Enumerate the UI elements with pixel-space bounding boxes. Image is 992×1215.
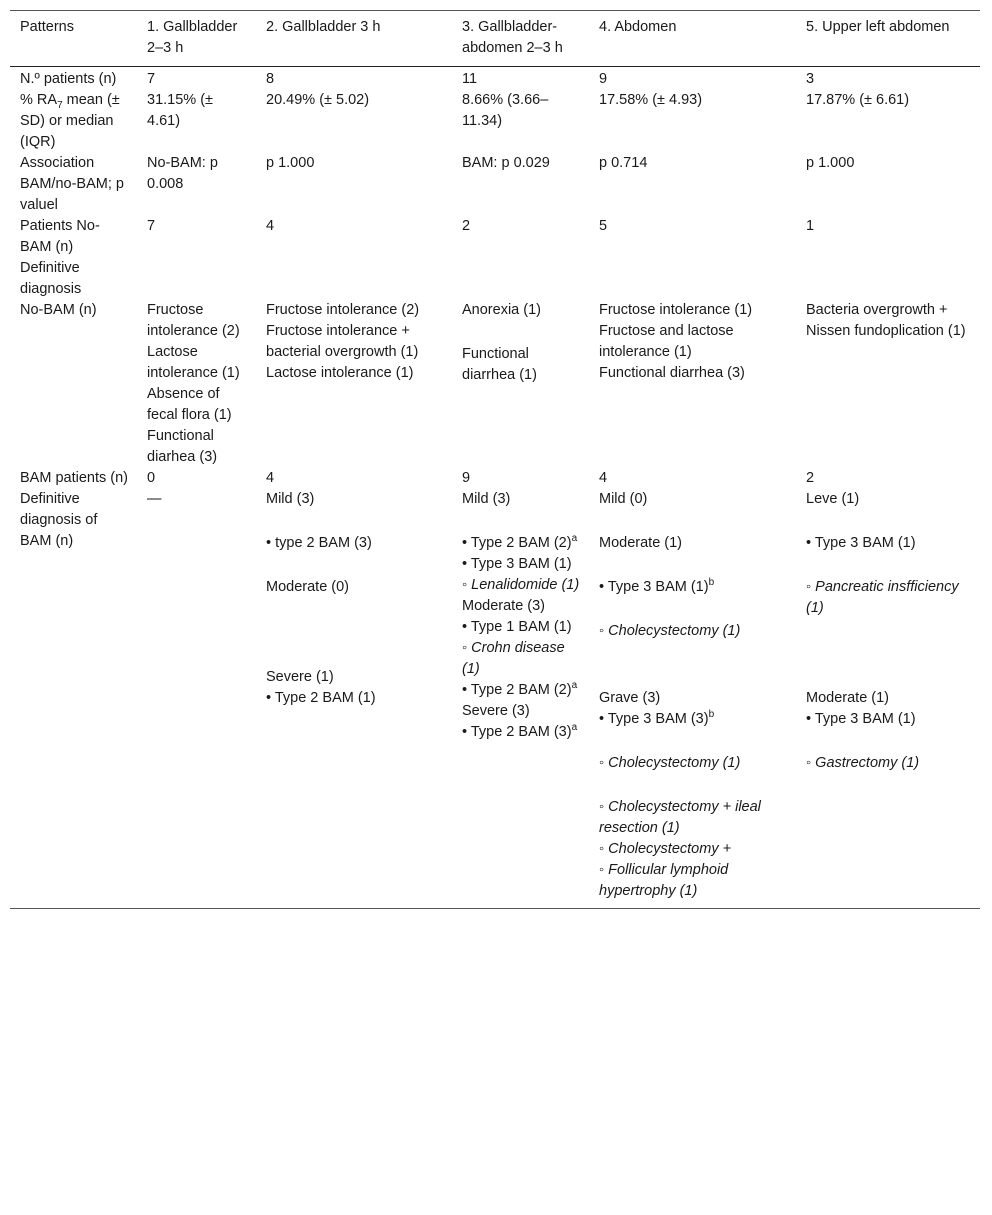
table-cell: No-BAM: p 0.008 — [147, 155, 218, 192]
diagnosis-item: Anorexia (1) — [462, 302, 541, 318]
table-cell: p 0.714 — [599, 155, 648, 171]
diagnosis-item: Fructose intolerance (2) — [266, 302, 420, 318]
bam-type-item — [462, 722, 581, 743]
bam-type-item: • Type 3 BAM (1) — [806, 535, 916, 551]
header-pattern-3: 3. Gallbladder-abdomen 2–3 h — [462, 19, 563, 56]
table-cell — [452, 300, 589, 468]
table-header-row — [10, 11, 980, 67]
table-row-nobam-patients — [10, 216, 980, 300]
table-cell: p 1.000 — [806, 155, 855, 171]
severity-label: Moderate (3) — [462, 598, 546, 614]
spacer — [599, 730, 788, 753]
bam-type-item — [599, 577, 788, 598]
table-cell: p 1.000 — [266, 155, 315, 171]
table-row-patients — [10, 67, 980, 91]
table-cell — [137, 300, 256, 468]
diagnosis-item: Fructose intolerance (1) — [599, 302, 753, 318]
severity-label: Severe (3) — [462, 703, 530, 719]
bam-type-text: • Type 2 BAM (2) — [462, 535, 572, 551]
table-cell — [796, 489, 980, 909]
severity-label: Mild (3) — [462, 491, 511, 507]
severity-label: Grave (3) — [599, 690, 661, 706]
spacer — [266, 510, 444, 533]
row-label: N.º patients (n) — [20, 71, 117, 87]
table-row-association — [10, 153, 980, 216]
cause-item: ◦ Gastrectomy (1) — [806, 755, 920, 771]
header-pattern-5: 5. Upper left abdomen — [806, 19, 950, 35]
table-cell: BAM: p 0.029 — [462, 155, 550, 171]
spacer — [266, 644, 444, 667]
table-row-nobam-diagnosis — [10, 300, 980, 468]
table-cell — [589, 489, 796, 909]
severity-label: Leve (1) — [806, 491, 860, 507]
table-cell: 8.66% (3.66–11.34) — [462, 92, 549, 129]
table-row-ra7 — [10, 90, 980, 153]
severity-label: Severe (1) — [266, 669, 334, 685]
header-pattern-2: 2. Gallbladder 3 h — [266, 19, 381, 35]
spacer — [266, 598, 444, 621]
spacer — [599, 774, 788, 797]
bam-type-text: • Type 2 BAM (2) — [462, 682, 572, 698]
table-row-bam-patients — [10, 468, 980, 489]
row-label-text: % RA — [20, 92, 58, 108]
diagnosis-item: Lactose intolerance (1) — [266, 365, 414, 381]
cause-item: ◦ Crohn disease (1) — [462, 640, 565, 677]
table-cell: 1 — [806, 218, 815, 234]
diagnosis-item: Fructose and lactose intolerance (1) — [599, 323, 734, 360]
spacer — [806, 642, 972, 665]
severity-label: Moderate (0) — [266, 579, 350, 595]
spacer — [599, 554, 788, 577]
bam-type-item — [599, 709, 788, 730]
row-label — [10, 216, 137, 300]
row-label: BAM patients (n) — [20, 470, 128, 486]
severity-label: Mild (3) — [266, 491, 315, 507]
diagnosis-item: Functional diarrhea (1) — [462, 346, 537, 383]
bam-type-text: • Type 3 BAM (3) — [599, 711, 709, 727]
severity-label: Mild (0) — [599, 491, 648, 507]
table-cell: 17.87% (± 6.61) — [806, 92, 910, 108]
table-cell: 3 — [806, 71, 815, 87]
table-cell: 8 — [266, 71, 275, 87]
spacer — [806, 554, 972, 577]
spacer — [462, 321, 581, 344]
table-cell: 9 — [462, 470, 471, 486]
table-cell: 4 — [266, 218, 275, 234]
table-cell — [796, 300, 980, 468]
spacer — [806, 730, 972, 753]
bam-type-text: • Type 3 BAM (1) — [599, 579, 709, 595]
table-cell: 20.49% (± 5.02) — [266, 92, 370, 108]
footnote-marker: a — [571, 533, 578, 545]
diagnosis-item: Absence of fecal flora (1) — [147, 386, 232, 423]
bam-type-item: • Type 3 BAM (1) — [462, 556, 572, 572]
table-cell: 11 — [462, 71, 478, 87]
table-cell: 17.58% (± 4.93) — [599, 92, 703, 108]
spacer — [599, 665, 788, 688]
row-label: No-BAM (n) — [20, 302, 97, 318]
footnote-marker: b — [708, 709, 715, 721]
spacer — [806, 619, 972, 642]
spacer — [599, 598, 788, 621]
spacer — [806, 665, 972, 688]
results-table-container — [10, 10, 980, 909]
section-label: Definitive diagnosis — [20, 260, 82, 297]
bam-type-item: • Type 3 BAM (1) — [806, 711, 916, 727]
row-label: Association BAM/no-BAM; p valuel — [20, 155, 124, 213]
header-pattern-4: 4. Abdomen — [599, 19, 677, 35]
bam-type-item: • Type 2 BAM (1) — [266, 690, 376, 706]
header-pattern-1: 1. Gallbladder 2–3 h — [147, 19, 238, 56]
table-cell: 4 — [599, 470, 608, 486]
row-label — [10, 90, 137, 153]
table-cell: 31.15% (± 4.61) — [147, 92, 213, 129]
table-cell: 9 — [599, 71, 608, 87]
row-label-subscript: 7 — [57, 99, 63, 111]
spacer — [462, 510, 581, 533]
row-label: Definitive diagnosis of BAM (n) — [20, 491, 98, 549]
footnote-marker: b — [708, 577, 715, 589]
bam-type-item: • Type 1 BAM (1) — [462, 619, 572, 635]
spacer — [266, 621, 444, 644]
table-cell: 0 — [147, 470, 156, 486]
spacer — [599, 510, 788, 533]
table-cell — [452, 489, 589, 909]
diagnosis-item: Functional diarrhea (3) — [599, 365, 745, 381]
footnote-marker: a — [571, 680, 578, 692]
spacer — [266, 554, 444, 577]
table-row-bam-diagnosis — [10, 489, 980, 909]
row-label-text: Patients No-BAM (n) — [20, 218, 100, 255]
row-label-text: mean (± SD) or median (IQR) — [20, 92, 120, 150]
spacer — [599, 642, 788, 665]
diagnosis-item: Functional diarhea (3) — [147, 428, 218, 465]
footnote-marker: a — [571, 722, 578, 734]
cause-item: ◦ Cholecystectomy + — [599, 841, 732, 857]
bam-type-item — [462, 680, 581, 701]
cause-item: ◦ Cholecystectomy + ileal resection (1) — [599, 799, 761, 836]
bam-type-item — [462, 533, 581, 554]
cause-item: ◦ Follicular lymphoid hypertrophy (1) — [599, 862, 729, 899]
table-cell — [256, 300, 452, 468]
cause-item: ◦ Lenalidomide (1) — [462, 577, 580, 593]
table-cell — [256, 489, 452, 909]
diagnosis-item: Fructose intolerance (2) — [147, 302, 240, 339]
bam-type-text: • Type 2 BAM (3) — [462, 724, 572, 740]
table-cell: 7 — [147, 218, 156, 234]
severity-label: Moderate (1) — [599, 535, 683, 551]
severity-label: Moderate (1) — [806, 690, 890, 706]
table-cell: 2 — [806, 470, 815, 486]
table-cell: 2 — [462, 218, 471, 234]
patterns-table — [10, 10, 980, 909]
table-cell: 5 — [599, 218, 608, 234]
diagnosis-item: Fructose intolerance + bacterial overgrowth (1) — [266, 323, 419, 360]
cause-item: ◦ Cholecystectomy (1) — [599, 755, 741, 771]
header-patterns: Patterns — [20, 19, 74, 35]
diagnosis-item: Lactose intolerance (1) — [147, 344, 240, 381]
cause-item: ◦ Pancreatic insfficiency (1) — [806, 579, 959, 616]
table-cell: 7 — [147, 71, 156, 87]
spacer — [806, 510, 972, 533]
table-cell — [589, 300, 796, 468]
table-cell: 4 — [266, 470, 275, 486]
cause-item: ◦ Cholecystectomy (1) — [599, 623, 741, 639]
bam-type-item: • type 2 BAM (3) — [266, 535, 372, 551]
diagnosis-item: Bacteria overgrowth + Nissen fundoplication (1) — [806, 302, 966, 339]
table-cell: — — [147, 491, 162, 507]
